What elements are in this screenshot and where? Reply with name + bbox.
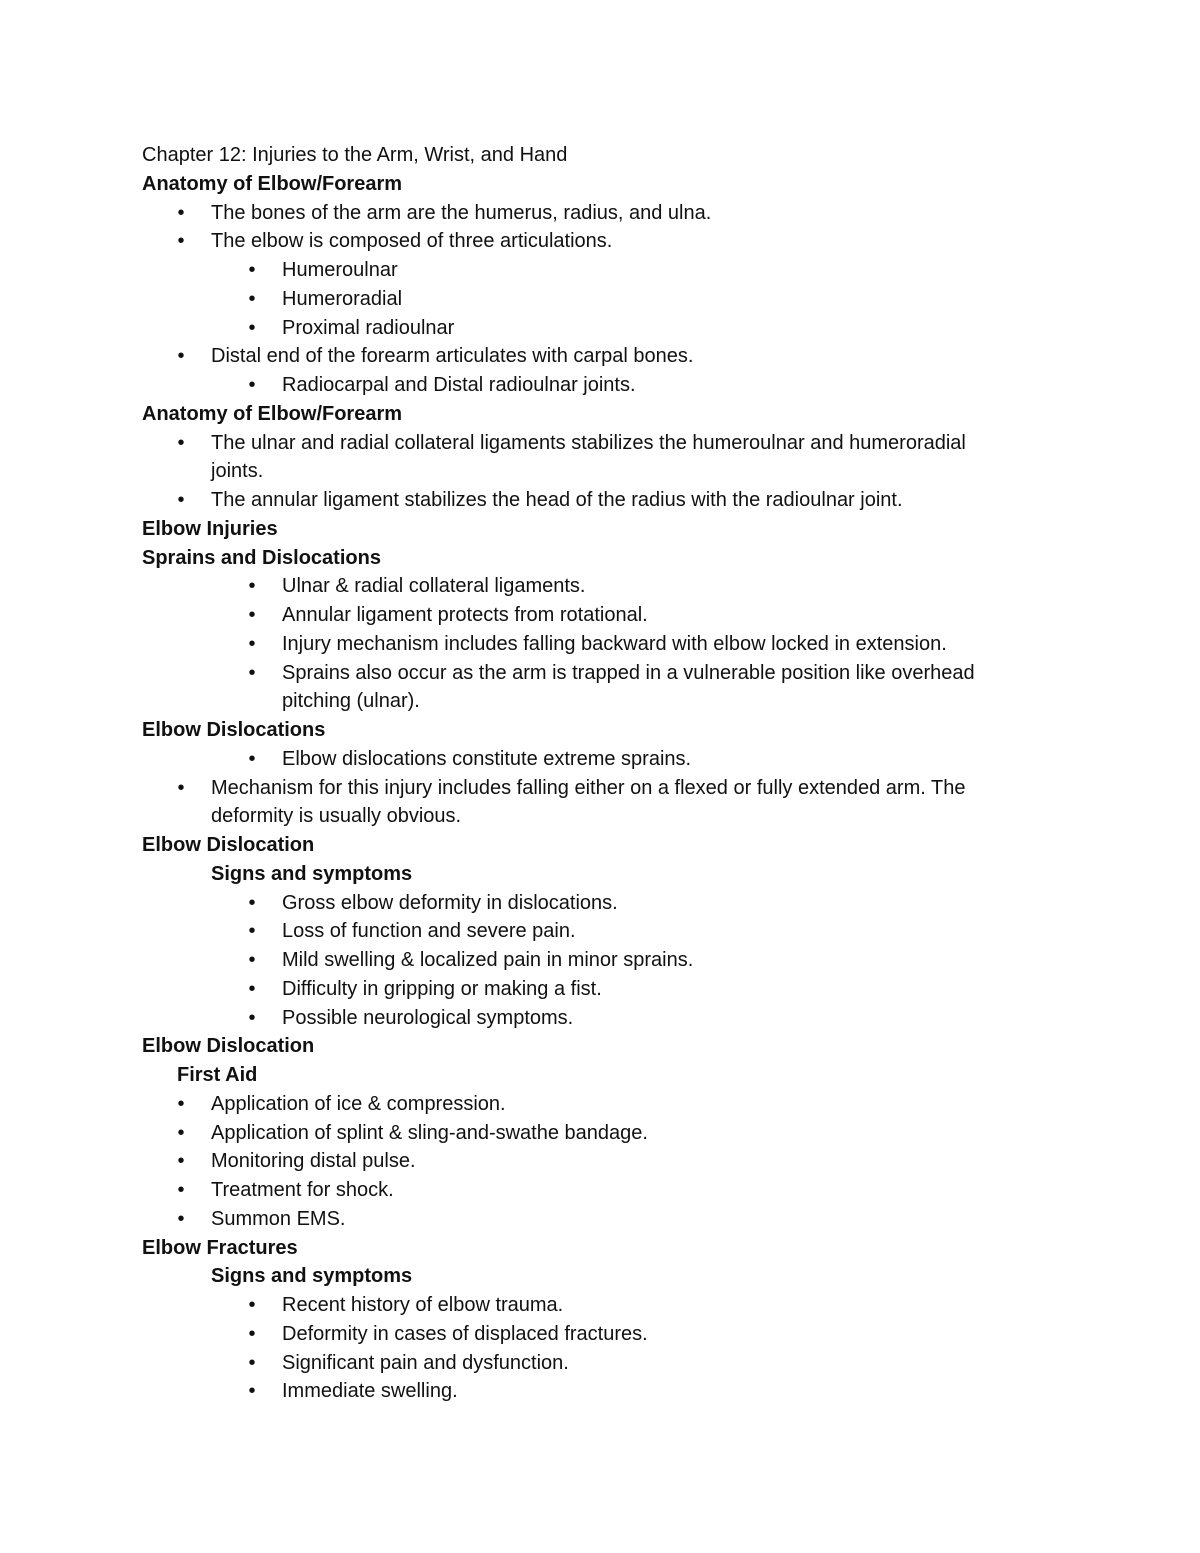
bullet-icon: • — [248, 1380, 256, 1403]
bullet-icon: • — [177, 1179, 185, 1201]
line-text: Summon EMS. — [211, 1207, 346, 1230]
line-text: Elbow Dislocation — [142, 1035, 315, 1058]
line-text: Mild swelling & localized pain in minor sprains. — [282, 949, 694, 971]
bullet-icon: • — [248, 287, 256, 310]
line-text: Difficulty in gripping or making a fist. — [282, 977, 602, 1000]
line-text: The bones of the arm are the humerus, radius, and ulna. — [211, 201, 712, 224]
bullet-icon: • — [177, 1207, 185, 1230]
line-text: The annular ligament stabilizes the head of the radius with the radioulnar joint. — [211, 489, 903, 511]
bullet-icon: • — [177, 1121, 185, 1144]
line-text: Humeroradial — [282, 287, 403, 310]
bullet-icon: • — [248, 316, 256, 339]
line-text: Injury mechanism includes falling backward with elbow locked in extension. — [282, 632, 947, 655]
bullet-icon: • — [177, 230, 185, 253]
line-text: Distal end of the forearm articulates with carpal bones. — [211, 345, 694, 368]
bullet-icon: • — [177, 1150, 185, 1173]
line-text: Elbow Dislocations — [142, 719, 326, 741]
line-text: Monitoring distal pulse. — [211, 1150, 416, 1173]
line-text: Significant pain and dysfunction. — [282, 1351, 569, 1374]
line-text: Elbow dislocations constitute extreme sprains. — [282, 747, 692, 770]
line-text: Anatomy of Elbow/Forearm — [142, 172, 403, 195]
bullet-icon: • — [248, 747, 256, 770]
line-text: deformity is usually obvious. — [211, 805, 462, 828]
line-text: Humeroulnar — [282, 259, 398, 281]
line-text: Deformity in cases of displaced fractures. — [282, 1322, 648, 1345]
line-text: joints. — [211, 460, 264, 483]
bullet-icon: • — [248, 1351, 256, 1374]
bullet-icon: • — [248, 632, 256, 655]
bullet-icon: • — [177, 489, 185, 511]
bullet-icon: • — [248, 374, 256, 396]
line-text: Possible neurological symptoms. — [282, 1006, 574, 1029]
line-text: Proximal radioulnar — [282, 316, 455, 339]
line-text: Anatomy of Elbow/Forearm — [142, 402, 403, 425]
line-text: pitching (ulnar). — [282, 690, 420, 713]
bullet-icon: • — [177, 1092, 185, 1115]
bullet-icon: • — [177, 345, 185, 368]
line-text: Elbow Dislocation — [142, 834, 315, 856]
line-text: Immediate swelling. — [282, 1380, 458, 1403]
bullet-icon: • — [177, 201, 185, 224]
line-text: The ulnar and radial collateral ligaments stabilizes the humeroulnar and humeroradial — [211, 431, 966, 454]
bullet-icon: • — [248, 661, 256, 684]
line-text: Annular ligament protects from rotational. — [282, 604, 648, 626]
bullet-icon: • — [248, 259, 256, 281]
line-text: Sprains also occur as the arm is trapped in a vulnerable position like overhead — [282, 661, 975, 684]
line-text: Application of splint & sling-and-swathe bandage. — [211, 1121, 648, 1144]
line-text: Application of ice & compression. — [211, 1092, 506, 1115]
line-text: Signs and symptoms — [211, 862, 413, 885]
line-text: Signs and symptoms — [211, 1265, 413, 1288]
line-text: Elbow Injuries — [142, 517, 278, 540]
line-text: Loss of function and severe pain. — [282, 920, 576, 943]
bullet-icon: • — [248, 949, 256, 971]
line-text: Ulnar & radial collateral ligaments. — [282, 575, 586, 598]
bullet-icon: • — [248, 604, 256, 626]
bullet-icon: • — [248, 1294, 256, 1316]
bullet-icon: • — [248, 977, 256, 1000]
line-text: The elbow is composed of three articulations. — [211, 230, 613, 253]
line-text: Gross elbow deformity in dislocations. — [282, 891, 618, 914]
bullet-icon: • — [248, 920, 256, 943]
line-text: Sprains and Dislocations — [142, 546, 381, 569]
line-text: Radiocarpal and Distal radioulnar joints. — [282, 374, 636, 396]
bullet-icon: • — [248, 1006, 256, 1029]
bullet-icon: • — [177, 776, 185, 799]
line-text: Recent history of elbow trauma. — [282, 1294, 564, 1316]
bullet-icon: • — [248, 575, 256, 598]
line-text: Treatment for shock. — [211, 1179, 394, 1201]
line-text: First Aid — [177, 1064, 258, 1086]
line-text: Mechanism for this injury includes falling either on a flexed or fully extended arm. The — [211, 776, 966, 799]
bullet-icon: • — [248, 891, 256, 914]
line-text: Chapter 12: Injuries to the Arm, Wrist, and Hand — [142, 144, 568, 166]
bullet-icon: • — [177, 431, 185, 454]
line-text: Elbow Fractures — [142, 1236, 298, 1259]
bullet-icon: • — [248, 1322, 256, 1345]
